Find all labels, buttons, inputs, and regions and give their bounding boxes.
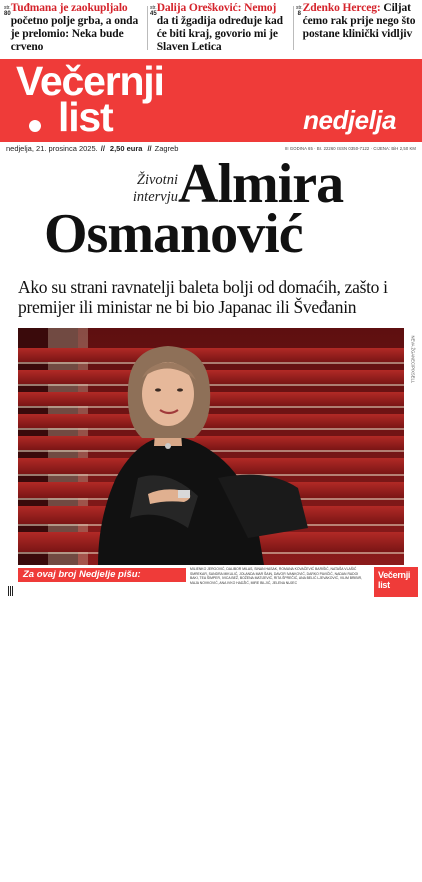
teaser-text bbox=[11, 2, 144, 54]
issue-price: 2,50 eura bbox=[109, 143, 143, 153]
teaser-rest: da ti žgadija određuje kad će biti kraj, govorio mi je Slaven Letica bbox=[156, 15, 283, 53]
authors-list: MILIENKO JERGOVIĆ, DALIBOR MILAS, SINAN HASAK, ROMANA KOVAČEVIĆ BARIŠIĆ, NATAŠA VLAŠIĆ SMREKAR, SANDRA MIKULIĆ, JOLANDA MAR ŠAIN, DAVOR IVANKOVIĆ, DARKO PAVIČIĆ, NADAN RADOI BAKI, TEA ŠIMPER, IVICA BEŽ, BOŽENA MATIJEVIĆ, RITA ŠPREČIĆ, ANA BELIĆ LJEVAKOVIĆ, VILIM BRIBIR, MAJA NOVKOVIĆ, ANA IVKO HADŽIĆ, MIRE BILJIĆ, JELENA NUJEC bbox=[190, 567, 362, 585]
teaser-page-ref bbox=[296, 2, 303, 54]
photo-credit-text: NEVA ŽGANEC/PIXSELL bbox=[410, 335, 416, 384]
teaser-lead: Zdenko Herceg: bbox=[302, 2, 381, 14]
teaser-1[interactable] bbox=[4, 2, 144, 54]
page-label: str. bbox=[150, 5, 157, 11]
divider-slash-icon: // bbox=[100, 143, 105, 153]
masthead bbox=[0, 59, 422, 142]
teaser-text bbox=[303, 2, 420, 54]
issue-meta: III GODINA 65 · Br. 22260 ISSN 0350-7122 · CIJENA: BiH 2,50 KM bbox=[284, 145, 416, 151]
teaser-rest: Ciljat ćemo rak prije nego što postane klinički vidljiv bbox=[302, 2, 416, 40]
headline-name-line-2[interactable]: Osmanović bbox=[44, 203, 303, 265]
teaser-rest: početno polje grba, a onda je prelomio: Neka bude crveno bbox=[10, 15, 139, 53]
cover-photo-illustration bbox=[18, 328, 404, 565]
teaser-divider bbox=[147, 6, 148, 50]
photo-quote: BALET JE DIO NACIONALNOG IDENTITETA, NE MOŽE SE DUGOROČNO RAZVIJATI AKO GA VODE LJUDI KOJI TAJ IDENTITET NE POZNAJU IZNUTRA. STRANI RAVNATELJI DONOSE SVOJE ESTETIKE I SUSTAVE, TO JE POGREŠNA KULTURNA POLITIKA bbox=[287, 822, 416, 881]
logo-line-1: Večernji bbox=[16, 58, 164, 104]
teaser-2[interactable] bbox=[150, 2, 290, 54]
edition-name: nedjelja bbox=[303, 105, 396, 135]
footer-logo-line-1: Večernji bbox=[378, 570, 411, 580]
issue-date: nedjelja, 21. prosinca 2025. bbox=[6, 143, 98, 153]
page-label: str. bbox=[4, 5, 11, 11]
teaser-text bbox=[157, 2, 290, 54]
headline-kicker: Životni intervju bbox=[132, 172, 178, 205]
photo-credit bbox=[408, 336, 418, 406]
divider-slash-icon: // bbox=[147, 143, 152, 153]
page-number: 80 bbox=[4, 11, 11, 17]
logo-dot-icon bbox=[29, 120, 41, 132]
issue-city: Zagreb bbox=[154, 143, 179, 153]
teaser-3[interactable] bbox=[296, 2, 420, 54]
headline-subhead[interactable]: Ako su strani ravnatelji baleta bolji od domaćih, zašto i premijer ili ministar ne bi bio Japanac ili Šveđanin bbox=[18, 277, 388, 317]
footer-logo[interactable] bbox=[374, 567, 418, 597]
barcode-icon bbox=[8, 586, 14, 596]
footer bbox=[0, 566, 422, 600]
teaser-page-ref bbox=[150, 2, 157, 54]
teaser-lead: Tuđmana je zaokupljalo bbox=[10, 2, 128, 14]
footer-logo-line-2: list bbox=[378, 580, 390, 590]
logo-line-2: list bbox=[58, 94, 113, 140]
page-number: 8 bbox=[297, 11, 301, 17]
teaser-lead: Dalija Orešković: Nemoj bbox=[156, 2, 277, 14]
authors-cta[interactable]: Za ovaj broj Nedjelje pišu: bbox=[18, 568, 186, 582]
headline-name-line-1[interactable]: Almira bbox=[178, 153, 344, 215]
teaser-divider bbox=[293, 6, 294, 50]
teaser-strip bbox=[0, 0, 422, 56]
teaser-page-ref bbox=[4, 2, 11, 54]
page-number: 45 bbox=[150, 11, 157, 17]
page-label: str. bbox=[296, 5, 303, 11]
